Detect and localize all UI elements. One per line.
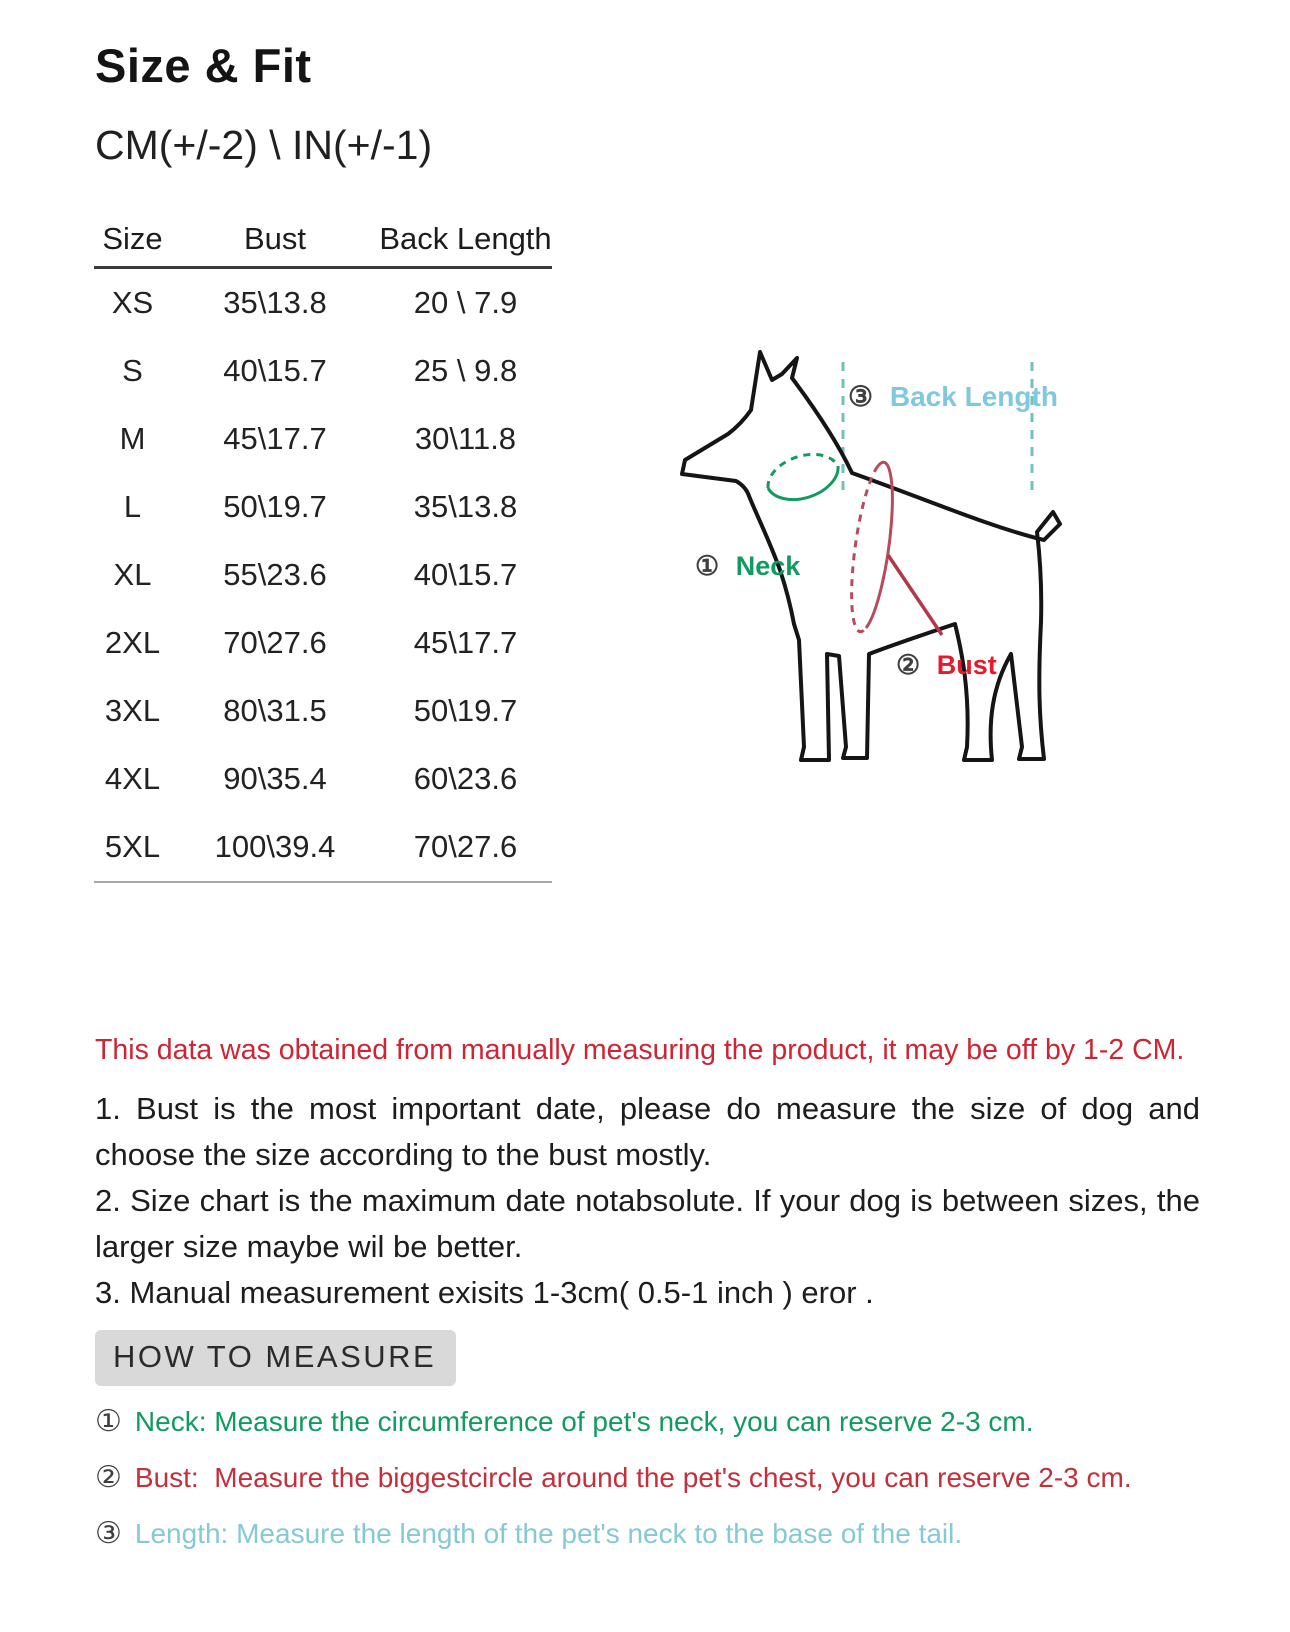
measure-step-neck: [95, 1404, 1235, 1439]
circled-3-icon: ③: [95, 1517, 122, 1550]
measure-step-text: Neck: Measure the circumference of pet's neck, you can reserve 2-3 cm.: [134, 1406, 1034, 1437]
how-to-measure-heading: HOW TO MEASURE: [95, 1330, 456, 1386]
bust-ellipse-dashed: [852, 466, 878, 632]
cell-bust: 55\23.6: [223, 557, 327, 592]
circled-3-icon: ③: [848, 381, 874, 412]
table-row: [80, 269, 566, 337]
column-header-bust: Bust: [243, 221, 307, 256]
cell-back-length: 25 \ 9.8: [413, 353, 518, 388]
neck-ellipse-solid: [768, 466, 838, 500]
cell-bust: 90\35.4: [223, 761, 327, 796]
cell-bust: 70\27.6: [223, 625, 327, 660]
column-header-size: Size: [102, 221, 163, 256]
size-table: [80, 212, 566, 883]
cell-bust: 80\31.5: [223, 693, 327, 728]
cell-back-length: 50\19.7: [413, 693, 518, 728]
cell-bust: 100\39.4: [214, 829, 336, 864]
circled-2-icon: ②: [95, 1461, 122, 1494]
table-row: [80, 677, 566, 745]
back-length-label-text: Back Length: [889, 381, 1058, 412]
cell-size: M: [119, 421, 146, 456]
cell-back-length: 60\23.6: [413, 761, 518, 796]
neck-label-text: Neck: [735, 551, 801, 581]
table-row: [80, 541, 566, 609]
size-table-body: [80, 269, 566, 881]
circled-2-icon: ②: [896, 650, 921, 680]
cell-bust: 45\17.7: [223, 421, 327, 456]
note-1: 1. Bust is the most important date, please do measure the size of dog and choose the size according to the bust mostly.: [95, 1091, 1200, 1172]
cell-size: 2XL: [104, 625, 161, 660]
cell-size: L: [123, 489, 142, 524]
table-row: [80, 609, 566, 677]
cell-back-length: 45\17.7: [413, 625, 518, 660]
table-bottom-rule: [94, 881, 552, 883]
cell-size: 3XL: [104, 693, 161, 728]
cell-size: XL: [113, 557, 152, 592]
how-to-measure-steps: [95, 1404, 1235, 1572]
neck-label: [695, 551, 801, 581]
note-3: 3. Manual measurement exisits 1-3cm( 0.5-1 inch ) eror .: [95, 1275, 874, 1310]
page-title: Size & Fit: [95, 39, 312, 92]
measurement-disclaimer: This data was obtained from manually measuring the product, it may be off by 1-2 CM.: [95, 1034, 1185, 1066]
note-2: 2. Size chart is the maximum date notabsolute. If your dog is between sizes, the larger size maybe wil be better.: [95, 1183, 1200, 1264]
cell-size: 4XL: [104, 761, 161, 796]
size-table-header: [80, 212, 566, 266]
neck-ellipse-dashed: [768, 454, 838, 488]
cell-back-length: 40\15.7: [413, 557, 518, 592]
cell-bust: 40\15.7: [223, 353, 327, 388]
table-row: [80, 813, 566, 881]
bust-label-text: Bust: [936, 650, 997, 680]
cell-size: 5XL: [104, 829, 161, 864]
measure-step-text: Length: Measure the length of the pet's neck to the base of the tail.: [134, 1518, 963, 1549]
table-row: [80, 745, 566, 813]
measure-step-bust: [95, 1460, 1235, 1495]
column-header-back-length: Back Length: [379, 221, 552, 256]
bust-label: [896, 650, 997, 680]
cell-back-length: 70\27.6: [413, 829, 518, 864]
measure-step-length: [95, 1516, 1235, 1551]
units-subtitle: CM(+/-2) \ IN(+/-1): [95, 122, 433, 168]
cell-back-length: 20 \ 7.9: [413, 285, 518, 320]
circled-1-icon: ①: [95, 1405, 122, 1438]
bust-pointer-line: [888, 555, 942, 635]
cell-bust: 50\19.7: [223, 489, 327, 524]
sizing-notes: [95, 1086, 1200, 1316]
measure-step-text: Bust: Measure the biggestcircle around the pet's chest, you can reserve 2-3 cm.: [134, 1462, 1132, 1493]
table-row: [80, 405, 566, 473]
cell-size: XS: [111, 285, 154, 320]
cell-size: S: [122, 353, 143, 388]
dog-measurement-diagram: [640, 322, 1240, 788]
cell-bust: 35\13.8: [223, 285, 327, 320]
cell-back-length: 35\13.8: [413, 489, 518, 524]
circled-1-icon: ①: [695, 551, 720, 581]
table-row: [80, 473, 566, 541]
table-row: [80, 337, 566, 405]
cell-back-length: 30\11.8: [414, 421, 517, 456]
back-length-label: [848, 381, 1058, 412]
